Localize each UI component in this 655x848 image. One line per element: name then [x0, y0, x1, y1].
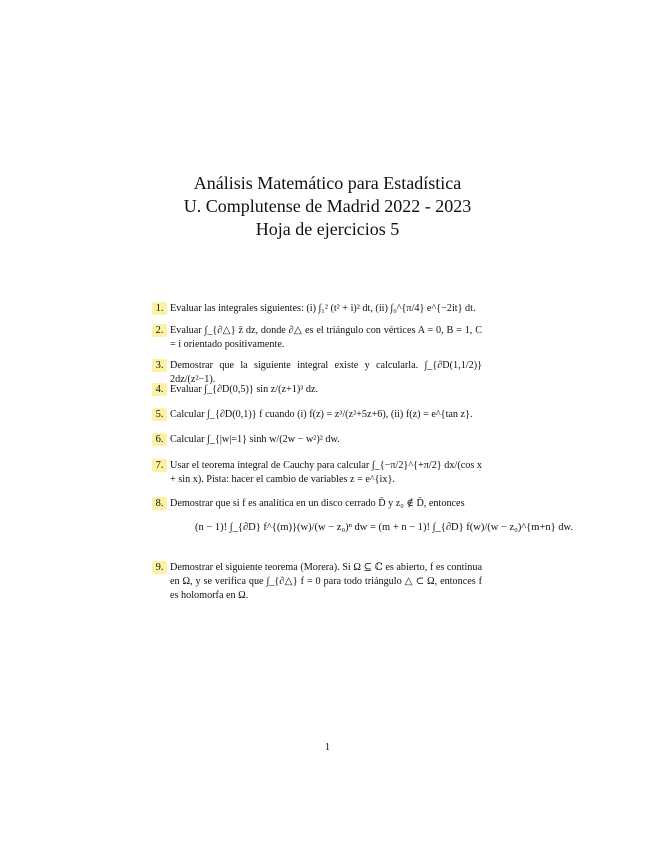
exercise-7 [152, 459, 482, 487]
exercise-text: Demostrar que si f es analítica en un disco cerrado D̄ y z₀ ∉ D̄, entonces [170, 498, 465, 509]
exercise-9 [152, 561, 482, 603]
exercise-2 [152, 324, 482, 352]
exercise-number-highlight: 4. [152, 383, 167, 396]
exercise-text: Evaluar ∫_{∂D(0,5)} sin z/(z+1)³ dz. [170, 384, 319, 395]
exercise-text: Evaluar ∫_{∂△} z̄ dz, donde ∂△ es el triángulo con vértices A = 0, B = 1, C = i orientado positivamente. [170, 325, 482, 350]
exercise-text: Usar el teorema integral de Cauchy para calcular ∫_{−π/2}^{+π/2} dx/(cos x + sin x). Pista: hacer el cambio de variables z = e^{ix}. [170, 460, 482, 485]
exercise-number-highlight: 7. [152, 459, 167, 472]
exercise-4 [152, 383, 482, 397]
display-equation: (n − 1)! ∫_{∂D} f^{(m)}(w)/(w − z₀)ⁿ dw = (m + n − 1)! ∫_{∂D} f(w)/(w − z₀)^{m+n} dw. [195, 522, 574, 533]
document-title [0, 172, 655, 241]
exercise-6 [152, 433, 482, 447]
page-number: 1 [324, 742, 331, 753]
exercise-8 [152, 497, 482, 511]
exercise-number-highlight: 6. [152, 433, 167, 446]
exercise-1 [152, 302, 482, 316]
title-sheet: Hoja de ejercicios 5 [255, 219, 400, 239]
exercise-text: Demostrar el siguiente teorema (Morera). Si Ω ⊆ ℂ es abierto, f es continua en Ω, y se verifica que ∫_{∂△} f = 0 para todo triángulo △ ⊂ Ω, entonces f es holomorfa en Ω. [170, 562, 482, 601]
exercise-number-highlight: 1. [152, 302, 167, 315]
exercise-5 [152, 408, 482, 422]
exercise-number-highlight: 2. [152, 324, 167, 337]
exercise-number-highlight: 3. [152, 359, 167, 372]
title-university: U. Complutense de Madrid 2022 - 2023 [183, 196, 472, 216]
exercise-text: Evaluar las integrales siguientes: (i) ∫₁² (t² + i)² dt, (ii) ∫₀^{π/4} e^{−2it} dt. [170, 303, 476, 314]
exercise-number-highlight: 8. [152, 497, 167, 510]
exercise-number-highlight: 5. [152, 408, 167, 421]
exercise-text: Calcular ∫_{∂D(0,1)} f cuando (i) f(z) = z³/(z²+5z+6), (ii) f(z) = e^{tan z}. [170, 409, 473, 420]
exercise-number-highlight: 9. [152, 561, 167, 574]
exercise-text: Demostrar que la siguiente integral existe y calcularla. ∫_{∂D(1,1/2)} 2dz/(z²−1). [170, 360, 482, 385]
exercise-text: Calcular ∫_{|w|=1} sinh w/(2w − w²)² dw. [170, 434, 340, 445]
title-course: Análisis Matemático para Estadística [193, 173, 462, 193]
